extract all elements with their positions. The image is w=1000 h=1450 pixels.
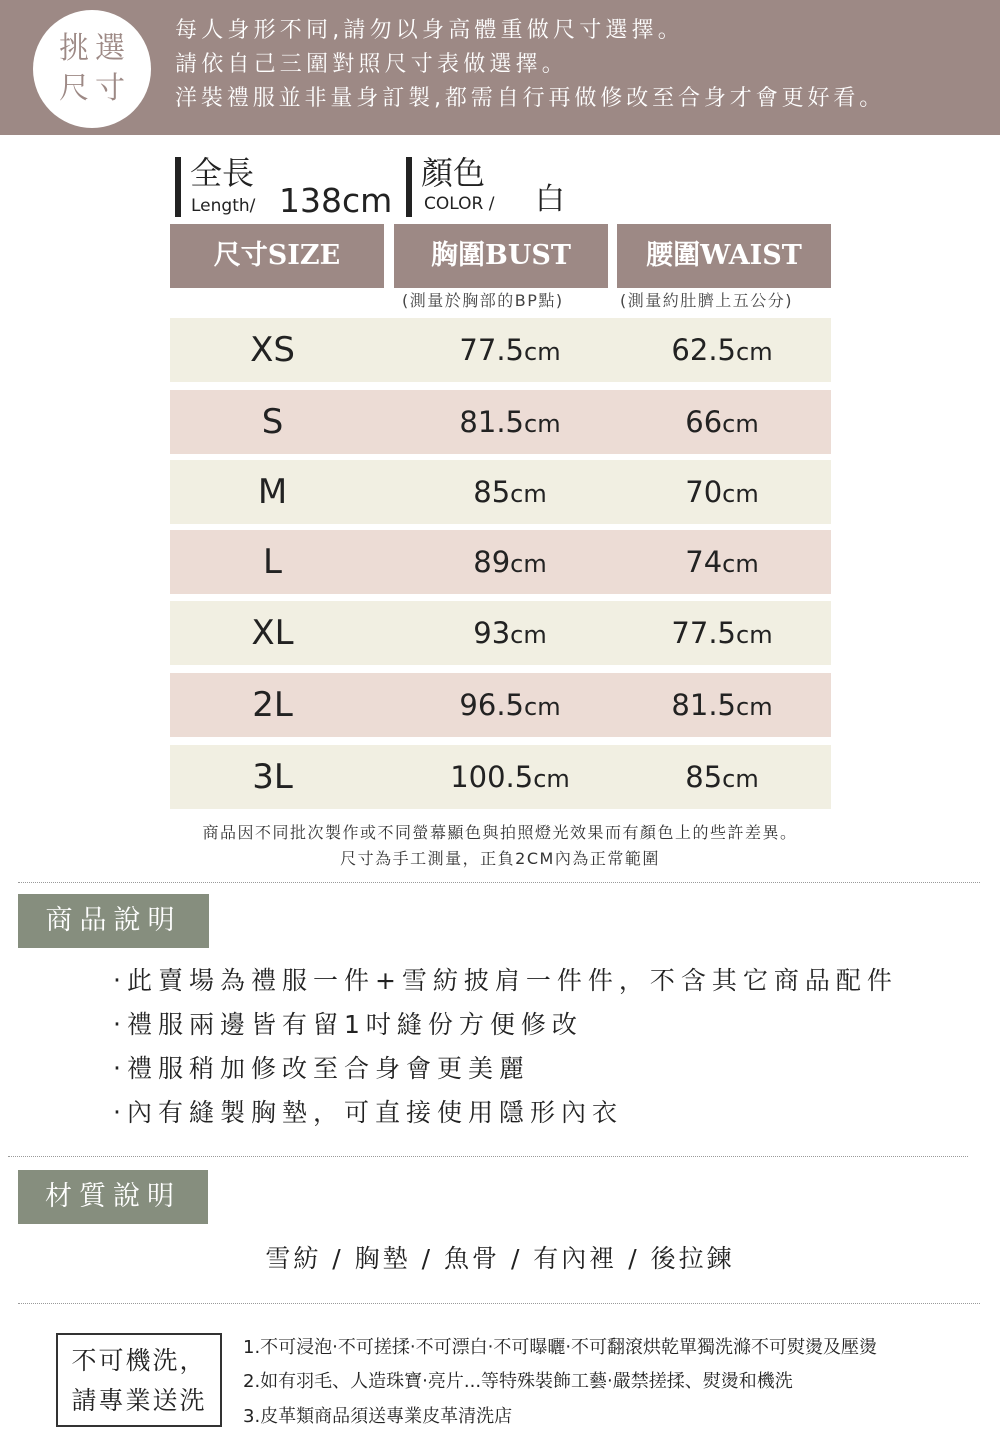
waist-cell-unit: cm <box>722 410 759 438</box>
size-row-s <box>170 390 831 454</box>
bust-column-header: 胸圍BUST <box>394 224 608 288</box>
product-item-1: ‧此賣場為禮服一件+雪紡披肩一件件，不含其它商品配件 <box>113 966 898 995</box>
waist-cell <box>613 745 831 809</box>
material-section-title: 材質說明 <box>18 1170 208 1224</box>
size-cell <box>170 601 375 665</box>
waist-cell-value: 85 <box>685 760 723 794</box>
size-cell <box>170 745 375 809</box>
badge-line-1: 挑選 <box>59 31 131 66</box>
bust-cell <box>395 390 625 454</box>
bust-cell-unit: cm <box>510 480 547 508</box>
disclaimer-line-1: 商品因不同批次製作或不同螢幕顯色與拍照燈光效果而有顏色上的些許差異。 <box>202 823 798 842</box>
no-machine-wash-box <box>56 1333 222 1427</box>
bust-cell <box>395 318 625 382</box>
bust-cell-value: 93 <box>473 616 511 650</box>
size-row-m <box>170 460 831 524</box>
length-label-cn: 全長 <box>190 154 255 192</box>
bust-cell-value: 89 <box>473 545 511 579</box>
waist-cell-unit: cm <box>736 693 773 721</box>
bust-cell <box>395 530 625 594</box>
header-line-3: 洋裝禮服並非量身訂製,都需自行再做修改至合身才會更好看。 <box>175 86 886 111</box>
bust-cell <box>395 601 625 665</box>
care-box-line-2: 請專業送洗 <box>71 1386 207 1415</box>
care-item-3: 3.皮革類商品須送專業皮革清洗店 <box>243 1406 513 1427</box>
product-item-3: ‧禮服稍加修改至合身會更美麗 <box>113 1054 530 1083</box>
bust-cell <box>395 673 625 737</box>
size-cell-value: 2L <box>252 685 293 725</box>
bust-cell-unit: cm <box>524 410 561 438</box>
choose-size-badge <box>33 10 151 128</box>
waist-cell-value: 62.5 <box>671 333 736 367</box>
size-row-l <box>170 530 831 594</box>
bust-cell-unit: cm <box>533 765 570 793</box>
size-cell <box>170 673 375 737</box>
waist-cell-unit: cm <box>722 550 759 578</box>
length-value: 138cm <box>279 181 393 220</box>
bust-cell-unit: cm <box>510 621 547 649</box>
bust-cell-value: 100.5 <box>450 760 534 794</box>
waist-cell-value: 66 <box>685 405 723 439</box>
waist-cell-value: 74 <box>685 545 723 579</box>
product-section-title: 商品說明 <box>18 894 209 948</box>
size-row-xl <box>170 601 831 665</box>
bust-cell-value: 85 <box>473 475 511 509</box>
color-label-cn: 顏色 <box>421 154 486 192</box>
divider-1 <box>18 882 980 883</box>
waist-cell <box>613 318 831 382</box>
waist-cell <box>613 390 831 454</box>
waist-cell <box>613 460 831 524</box>
waist-column-header: 腰圍WAIST <box>617 224 831 288</box>
disclaimer-line-2: 尺寸為手工測量，正負2CM內為正常範圍 <box>340 849 660 868</box>
care-item-2: 2.如有羽毛、人造珠寶‧亮片...等特殊裝飾工藝‧嚴禁搓揉、熨燙和機洗 <box>243 1371 793 1392</box>
size-row-3l <box>170 745 831 809</box>
color-marker-bar <box>406 157 412 217</box>
bust-cell-value: 96.5 <box>459 688 524 722</box>
size-cell <box>170 460 375 524</box>
size-cell-value: XS <box>250 330 295 370</box>
product-item-2: ‧禮服兩邊皆有留1吋縫份方便修改 <box>113 1010 583 1039</box>
care-item-1: 1.不可浸泡‧不可搓揉‧不可漂白‧不可曝曬‧不可翻滾烘乾單獨洗滌不可熨燙及壓燙 <box>243 1337 878 1358</box>
waist-measure-note: (測量約肚臍上五公分) <box>620 291 793 310</box>
header-line-1: 每人身形不同,請勿以身高體重做尺寸選擇。 <box>175 18 684 43</box>
bust-cell <box>395 460 625 524</box>
badge-line-2: 尺寸 <box>59 71 131 106</box>
waist-cell-value: 70 <box>685 475 723 509</box>
waist-cell <box>613 601 831 665</box>
header-line-2: 請依自己三圍對照尺寸表做選擇。 <box>175 52 569 77</box>
color-value: 白 <box>535 182 565 217</box>
bust-cell-value: 81.5 <box>459 405 524 439</box>
waist-cell-value: 77.5 <box>671 616 736 650</box>
size-cell <box>170 318 375 382</box>
waist-cell-value: 81.5 <box>671 688 736 722</box>
size-cell-value: L <box>263 542 282 582</box>
waist-cell-unit: cm <box>722 765 759 793</box>
size-cell <box>170 530 375 594</box>
care-box-line-1: 不可機洗， <box>71 1346 207 1375</box>
size-row-xs <box>170 318 831 382</box>
waist-cell-unit: cm <box>736 621 773 649</box>
divider-3 <box>18 1303 980 1304</box>
bust-cell <box>395 745 625 809</box>
bust-cell-value: 77.5 <box>459 333 524 367</box>
color-label-en: COLOR / <box>424 194 495 214</box>
size-column-header: 尺寸SIZE <box>170 224 384 288</box>
waist-cell-unit: cm <box>722 480 759 508</box>
bust-cell-unit: cm <box>510 550 547 578</box>
product-item-4: ‧內有縫製胸墊，可直接使用隱形內衣 <box>113 1098 623 1127</box>
material-list: 雪紡 / 胸墊 / 魚骨 / 有內裡 / 後拉鍊 <box>265 1244 735 1273</box>
divider-2 <box>8 1156 968 1157</box>
size-cell-value: 3L <box>252 757 293 797</box>
waist-cell-unit: cm <box>736 338 773 366</box>
length-label-en: Length/ <box>191 196 256 216</box>
bust-measure-note: (測量於胸部的BP點) <box>402 291 564 310</box>
size-cell-value: S <box>261 402 284 442</box>
length-marker-bar <box>175 157 181 217</box>
bust-cell-unit: cm <box>524 338 561 366</box>
size-row-2l <box>170 673 831 737</box>
size-cell-value: XL <box>251 613 294 653</box>
bust-cell-unit: cm <box>524 693 561 721</box>
size-cell-value: M <box>257 472 288 512</box>
waist-cell <box>613 530 831 594</box>
size-cell <box>170 390 375 454</box>
waist-cell <box>613 673 831 737</box>
